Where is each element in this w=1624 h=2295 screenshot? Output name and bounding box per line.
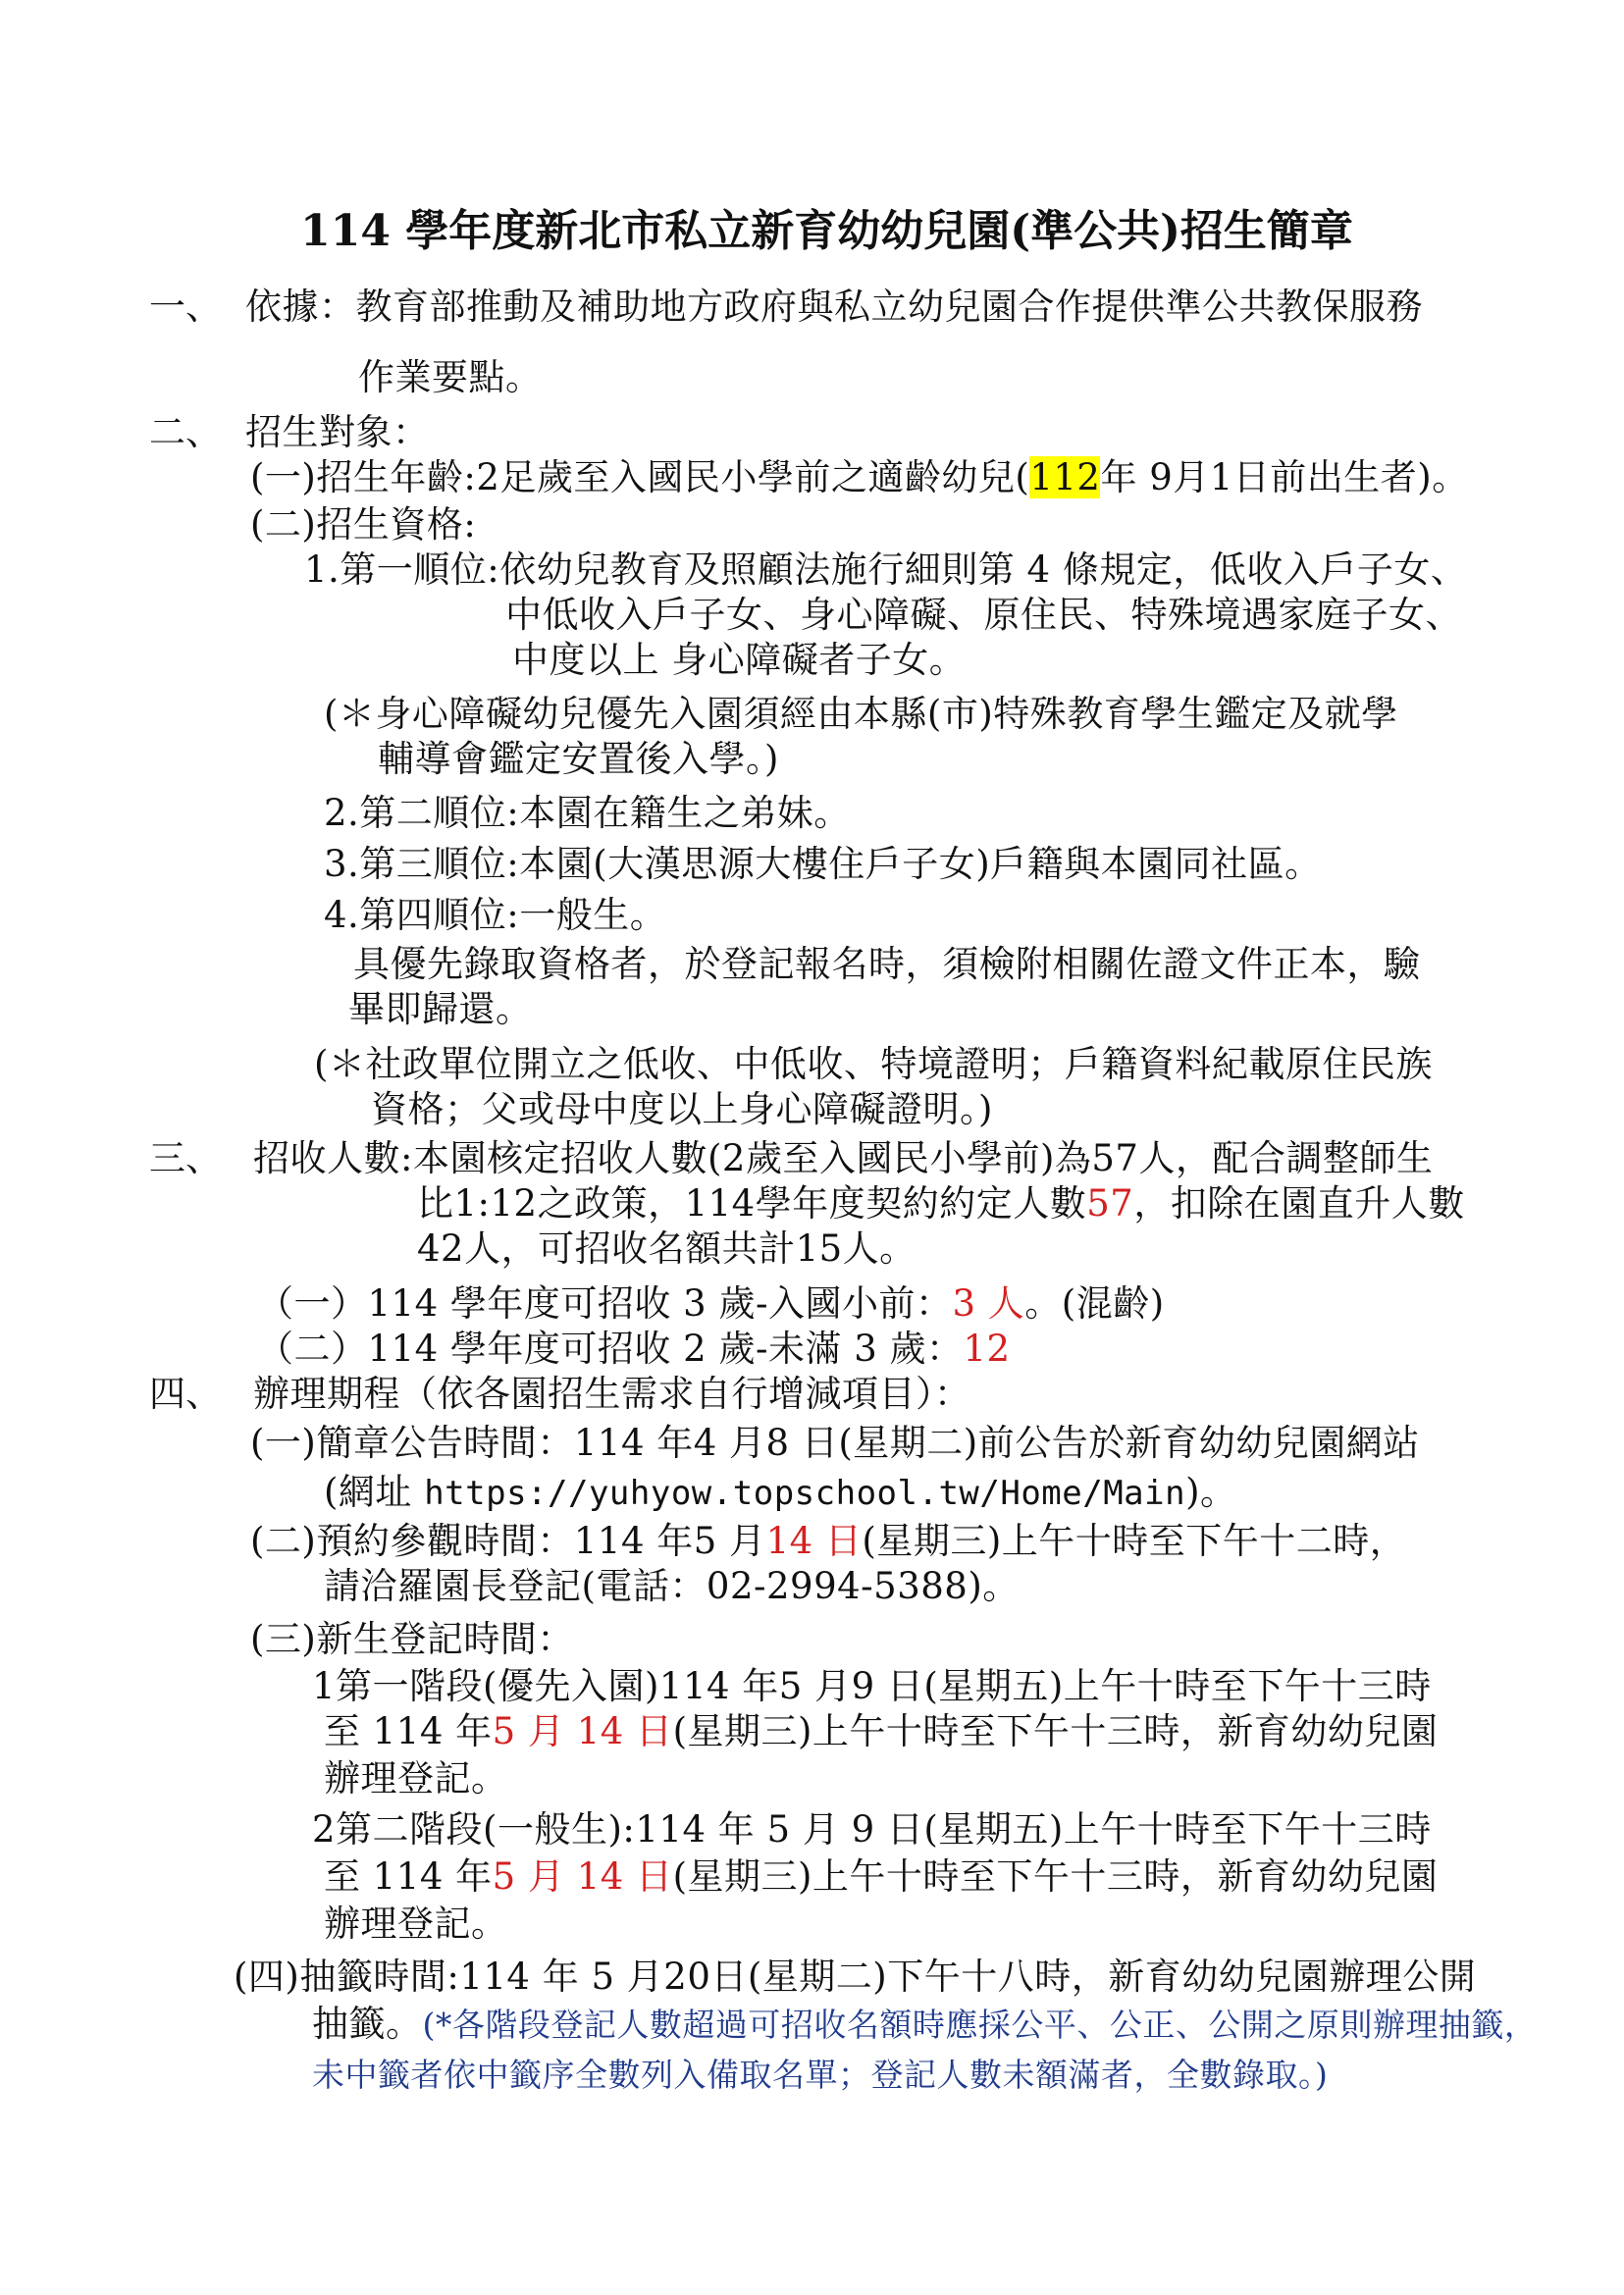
birth-year-highlight: 112 [1029, 456, 1101, 498]
visit-time: (二)預約參觀時間：114 年5 月14 日(星期三)上午十時至下午十二時， [250, 1520, 1407, 1562]
section-4-number: 四、 [149, 1373, 222, 1415]
stage-1-end-date: 5 月 14 日 [492, 1710, 673, 1752]
visit-contact: 請洽羅園長登記(電話：02-2994-5388)。 [324, 1565, 1020, 1607]
section-1-basis: 依據：教育部推動及補助地方政府與私立幼兒園合作提供準公共教保服務 [245, 286, 1423, 328]
enrollment-count-cont-2: 42人，可招收名額共計15人。 [417, 1227, 917, 1270]
documents-notice-cont: 畢即歸還。 [348, 988, 533, 1030]
priority-1-cont-2: 中度以上 身心障礙者子女。 [512, 639, 967, 681]
visit-date: 14 日 [765, 1520, 863, 1562]
disability-note: (＊身心障礙幼兒優先入園須經由本縣(市)特殊教育學生鑑定及就學 [324, 693, 1398, 735]
documents-notice: 具優先錄取資格者，於登記報名時，須檢附相關佐證文件正本，驗 [353, 943, 1421, 985]
disability-note-cont: 輔導會鑑定安置後入學。) [378, 738, 779, 780]
section-2-number: 二、 [149, 411, 222, 453]
stage-2-end-date: 5 月 14 日 [492, 1855, 673, 1898]
stage-2-cont-2: 辦理登記。 [324, 1903, 508, 1945]
priority-2: 2.第二順位:本園在籍生之弟妹。 [324, 792, 851, 834]
section-4-heading: 辦理期程（依各園招生需求自行增減項目）： [253, 1373, 971, 1415]
enrollment-count-cont: 比1:12之政策，114學年度契約約定人數57，扣除在園直升人數 [417, 1182, 1465, 1225]
section-1-number: 一、 [149, 286, 222, 328]
section-1-basis-cont: 作業要點。 [358, 356, 543, 398]
quota-age-3-count: 3 人 [952, 1282, 1025, 1325]
quota-age-2-count: 12 [963, 1328, 1011, 1370]
stage-1: 1第一階段(優先入園)114 年5 月9 日(星期五)上午十時至下午十三時 [312, 1665, 1432, 1707]
stage-1-cont-2: 辦理登記。 [324, 1757, 508, 1799]
priority-4: 4.第四順位:一般生。 [324, 894, 667, 936]
website-link[interactable]: https://yuhyow.topschool.tw/Home/Main [424, 1474, 1186, 1513]
enrollment-count: 招收人數:本園核定招收人數(2歲至入國民小學前)為57人，配合調整師生 [253, 1137, 1434, 1179]
priority-1: 1.第一順位:依幼兒教育及照顧法施行細則第 4 條規定，低收入戶子女、 [304, 548, 1468, 591]
lottery-note: (*各階段登記人數超過可招收名額時應採公平、公正、公開之原則辦理抽籤， [422, 2006, 1538, 2044]
section-2-heading: 招生對象： [245, 411, 430, 453]
lottery-note-cont: 未中籤者依中籤序全數列入備取名單；登記人數未額滿者，全數錄取。) [312, 2056, 1329, 2094]
announcement-time: (一)簡章公告時間：114 年4 月8 日(星期二)前公告於新育幼幼兒園網站 [250, 1422, 1420, 1464]
stage-1-cont: 至 114 年5 月 14 日(星期三)上午十時至下午十三時，新育幼幼兒園 [324, 1710, 1439, 1752]
qualification-heading: (二)招生資格: [250, 503, 477, 546]
priority-1-cont: 中低收入戶子女、身心障礙、原住民、特殊境遇家庭子女、 [505, 594, 1462, 636]
priority-3: 3.第三順位:本園(大漢思源大樓住戶子女)戶籍與本園同社區。 [324, 843, 1322, 885]
section-3-number: 三、 [149, 1137, 222, 1179]
stage-2-cont: 至 114 年5 月 14 日(星期三)上午十時至下午十三時，新育幼幼兒園 [324, 1855, 1439, 1898]
quota-age-2: （二）114 學年度可招收 2 歲-未滿 3 歲：12 [257, 1328, 1011, 1370]
lottery-cont: 抽籤。(*各階段登記人數超過可招收名額時應採公平、公正、公開之原則辦理抽籤， [312, 2003, 1538, 2045]
registration-heading: (三)新生登記時間： [250, 1618, 574, 1660]
announcement-url: (網址 https://yuhyow.topschool.tw/Home/Main)。 [324, 1471, 1237, 1513]
lottery-time: (四)抽籤時間:114 年 5 月20日(星期二)下午十八時，新育幼幼兒園辦理公開 [234, 1956, 1477, 1998]
proof-note: (＊社政單位開立之低收、中低收、特境證明；戶籍資料紀載原住民族 [314, 1043, 1433, 1085]
contract-count: 57 [1086, 1182, 1134, 1225]
proof-note-cont: 資格；父或母中度以上身心障礙證明。) [371, 1088, 993, 1130]
page-title: 114 學年度新北市私立新育幼幼兒園(準公共)招生簡章 [300, 206, 1353, 256]
quota-age-3: （一）114 學年度可招收 3 歲-入國小前：3 人。(混齡) [257, 1282, 1165, 1325]
enrollment-age: (一)招生年齡:2足歲至入國民小學前之適齡幼兒(112年 9月1日前出生者)。 [250, 456, 1469, 498]
stage-2: 2第二階段(一般生):114 年 5 月 9 日(星期五)上午十時至下午十三時 [312, 1808, 1432, 1851]
